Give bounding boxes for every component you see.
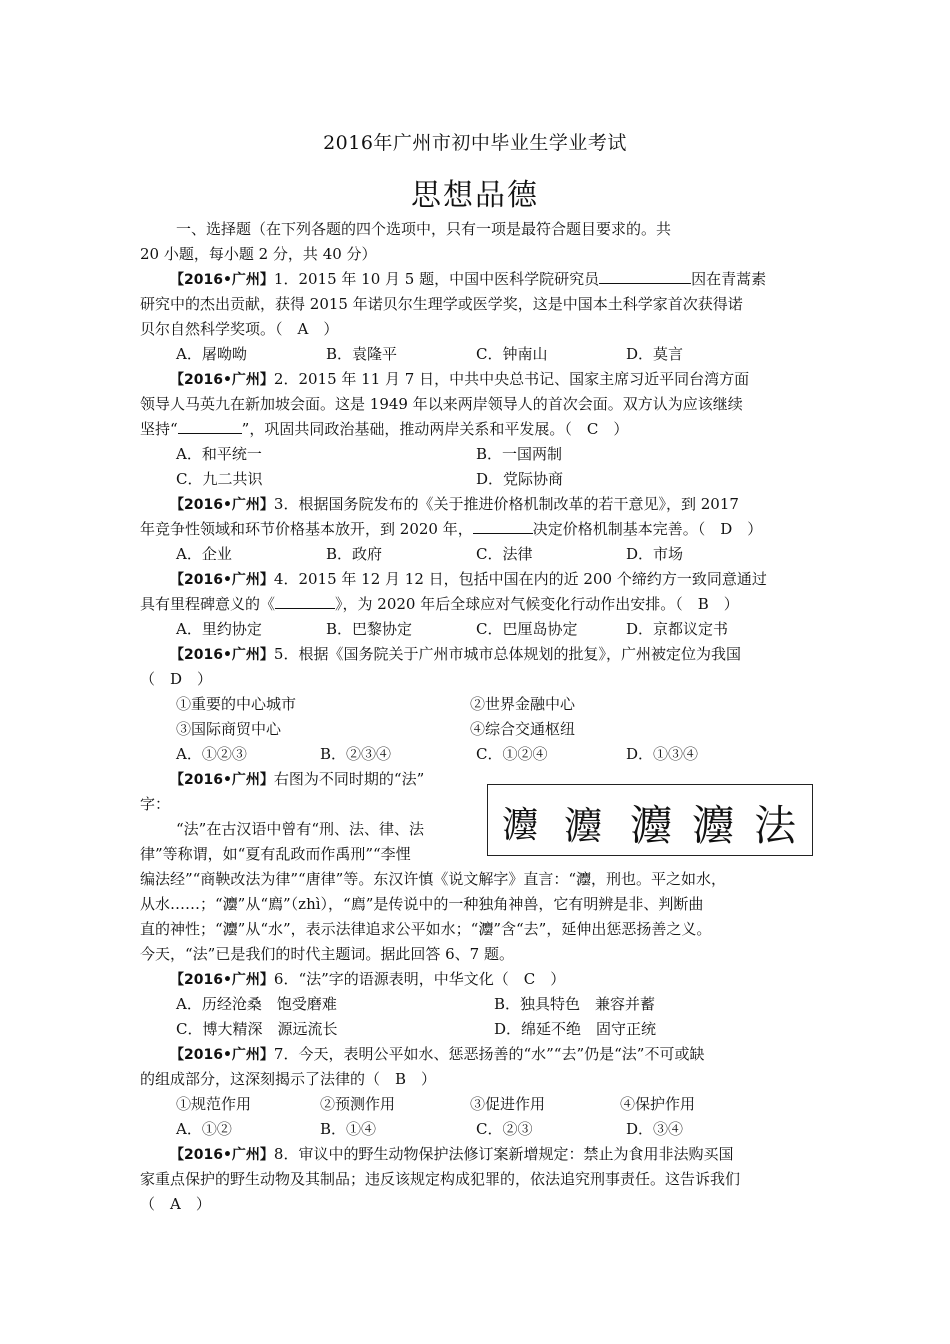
passage-line3: “法”在古汉语中曾有“刑、法、律、法 xyxy=(176,820,425,838)
q4-option-a: A．里约协定 xyxy=(176,620,262,638)
q2-stem-line2: 领导人马英九在新加坡会面。这是 1949 年以来两岸领导人的首次会面。双方认为应该继续 xyxy=(140,395,743,413)
q2-blank xyxy=(178,418,242,434)
passage-line6: 从水……；“灋”从“廌”（zhì），“廌”是传说中的一种独角神兽，它有明辨是非、判断曲 xyxy=(140,895,704,913)
q6-source-tag: 【2016•广州】 xyxy=(170,972,274,988)
q8-source-tag: 【2016•广州】 xyxy=(170,1147,274,1163)
q1-option-d: D．莫言 xyxy=(626,345,684,363)
passage-line1: 【2016•广州】右图为不同时期的“法” xyxy=(170,770,425,788)
fa-glyph-4: 灋 xyxy=(692,801,735,850)
passage-line2: 字： xyxy=(140,795,171,813)
q2-option-c: C．九二共识 xyxy=(176,470,263,488)
q4-option-b: B．巴黎协定 xyxy=(326,620,413,638)
passage-line4: 律”等称谓，如“夏有乱政而作禹刑”“李悝 xyxy=(140,845,411,863)
passage-line5: 编法经”“商鞅改法为律”“唐律”等。东汉许慎《说文解字》直言：“灋，刑也。平之如水， xyxy=(140,870,727,888)
q3-stem-line1: 【2016•广州】3．根据国务院发布的《关于推进价格机制改革的若干意见》，到 2017 xyxy=(170,495,739,513)
q1-option-a: A．屠呦呦 xyxy=(176,345,247,363)
q4-stem-line1: 【2016•广州】4．2015 年 12 月 12 日，包括中国在内的近 200 个缔约方一致同意通过 xyxy=(170,570,767,588)
q5-item-2: ②世界金融中心 xyxy=(470,695,576,713)
q1-stem-line1: 【2016•广州】1．2015 年 10 月 5 题，中国中医科学院研究员 因在青蒿素 xyxy=(170,270,767,288)
q1-stem-line2: 研究中的杰出贡献，获得 2015 年诺贝尔生理学或医学奖，这是中国本土科学家首次获得诺 xyxy=(140,295,743,313)
q1-blank xyxy=(599,268,691,284)
q2-option-a: A．和平统一 xyxy=(176,445,262,463)
q4-option-d: D．京都议定书 xyxy=(626,620,729,638)
q7-item-3: ③促进作用 xyxy=(470,1095,546,1113)
q2-option-b: B．一国两制 xyxy=(476,445,563,463)
q3-source-tag: 【2016•广州】 xyxy=(170,497,274,513)
q4-source-tag: 【2016•广州】 xyxy=(170,572,274,588)
q2-stem-line3: 坚持“ ”，巩固共同政治基础，推动两岸关系和平发展。（ C ） xyxy=(140,420,629,438)
q7-stem-line1: 【2016•广州】7．今天，表明公平如水、惩恶扬善的“水”“去”仍是“法”不可或缺 xyxy=(170,1045,705,1063)
q7-option-a: A．①② xyxy=(176,1120,232,1138)
q6-stem-line1: 【2016•广州】6．“法”字的语源表明，中华文化（ C ） xyxy=(170,970,566,988)
subject-title: 思想品德 xyxy=(411,178,539,213)
q6-option-d: D．绵延不绝 固守正统 xyxy=(494,1020,657,1038)
q3-option-d: D．市场 xyxy=(626,545,684,563)
q8-stem-line1: 【2016•广州】8．审议中的野生动物保护法修订案新增规定：禁止为食用非法购买国 xyxy=(170,1145,734,1163)
q7-item-1: ①规范作用 xyxy=(176,1095,252,1113)
q7-option-d: D．③④ xyxy=(626,1120,684,1138)
q5-option-a: A．①②③ xyxy=(176,745,247,763)
fa-character-evolution-figure xyxy=(487,784,813,856)
q2-stem-line1: 【2016•广州】2．2015 年 11 月 7 日，中共中央总书记、国家主席习近平同台湾方面 xyxy=(170,370,750,388)
q6-option-c: C．博大精深 源远流长 xyxy=(176,1020,338,1038)
q7-option-b: B．①④ xyxy=(320,1120,377,1138)
q5-answer: （ D ） xyxy=(140,670,213,688)
q5-item-4: ④综合交通枢纽 xyxy=(470,720,576,738)
q1-option-c: C．钟南山 xyxy=(476,345,548,363)
q5-item-1: ①重要的中心城市 xyxy=(176,695,297,713)
section-intro-line1: 一、选择题（在下列各题的四个选项中，只有一项是最符合题目要求的。共 xyxy=(176,220,672,238)
q5-option-d: D．①③④ xyxy=(626,745,699,763)
fa-glyph-2: 灋 xyxy=(564,804,603,848)
q3-stem-line2: 年竞争性领域和环节价格基本放开，到 2020 年， 决定价格机制基本完善。（ D ） xyxy=(140,520,763,538)
q7-item-2: ②预测作用 xyxy=(320,1095,396,1113)
q4-option-c: C．巴厘岛协定 xyxy=(476,620,578,638)
q2-option-d: D．党际协商 xyxy=(476,470,564,488)
q1-source-tag: 【2016•广州】 xyxy=(170,272,274,288)
q8-answer: （ A ） xyxy=(140,1195,211,1213)
fa-glyph-5: 法 xyxy=(754,801,797,850)
q5-stem-line1: 【2016•广州】5．根据《国务院关于广州市城市总体规划的批复》，广州被定位为我国 xyxy=(170,645,741,663)
q5-item-3: ③国际商贸中心 xyxy=(176,720,282,738)
section-intro-line2: 20 小题，每小题 2 分，共 40 分） xyxy=(140,245,377,263)
q1-stem-line3: 贝尔自然科学奖项。（ A ） xyxy=(140,320,339,338)
q4-stem-line2: 具有里程碑意义的《 》，为 2020 年后全球应对气候变化行动作出安排。（ B ） xyxy=(140,595,739,613)
q7-source-tag: 【2016•广州】 xyxy=(170,1047,274,1063)
q3-option-b: B．政府 xyxy=(326,545,383,563)
q5-option-c: C．①②④ xyxy=(476,745,548,763)
q3-blank xyxy=(473,518,533,534)
q7-option-c: C．②③ xyxy=(476,1120,533,1138)
q7-stem-line2: 的组成部分，这深刻揭示了法律的（ B ） xyxy=(140,1070,437,1088)
q3-option-c: C．法律 xyxy=(476,545,533,563)
q1-option-b: B．袁隆平 xyxy=(326,345,398,363)
q5-option-b: B．②③④ xyxy=(320,745,392,763)
q4-blank xyxy=(275,593,335,609)
q6-option-a: A．历经沧桑 饱受磨难 xyxy=(176,995,337,1013)
q8-stem-line2: 家重点保护的野生动物及其制品；违反该规定构成犯罪的，依法追究刑事责任。这告诉我们 xyxy=(140,1170,741,1188)
q6-option-b: B．独具特色 兼容并蓄 xyxy=(494,995,656,1013)
exam-title: 2016年广州市初中毕业生学业考试 xyxy=(323,132,627,154)
q2-source-tag: 【2016•广州】 xyxy=(170,372,274,388)
fa-glyph-3: 灋 xyxy=(630,801,673,850)
q7-item-4: ④保护作用 xyxy=(620,1095,696,1113)
passage-source-tag: 【2016•广州】 xyxy=(170,772,274,788)
q3-option-a: A．企业 xyxy=(176,545,232,563)
passage-line8: 今天，“法”已是我们的时代主题词。据此回答 6、7 题。 xyxy=(140,945,514,963)
passage-line7: 直的神性；“灋”从“水”，表示法律追求公平如水；“灋”含“去”，延伸出惩恶扬善之义。 xyxy=(140,920,712,938)
fa-glyph-1: 灋 xyxy=(502,805,539,846)
q5-source-tag: 【2016•广州】 xyxy=(170,647,274,663)
